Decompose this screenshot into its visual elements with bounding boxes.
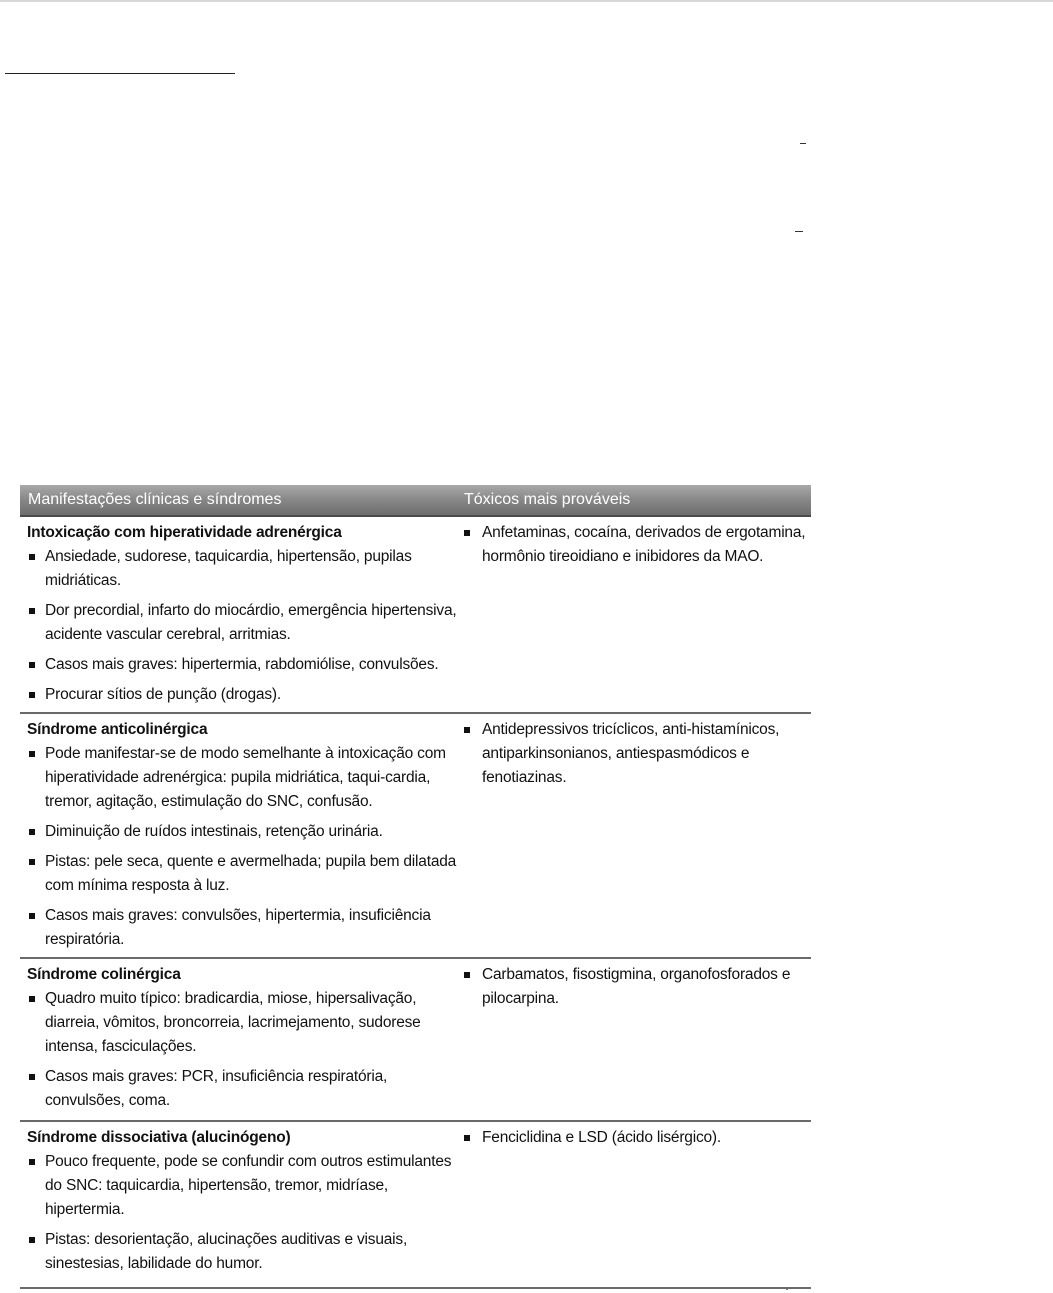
stray-mark (786, 1289, 788, 1290)
list-item: Pistas: desorientação, alucinações auditivas e visuais, sinestesias, labilidade do humor. (27, 1228, 464, 1276)
manifestations-cell (20, 714, 464, 957)
toxicology-table (20, 485, 811, 1289)
syndrome-title: Síndrome anticolinérgica (27, 721, 208, 738)
syndrome-title: Intoxicação com hiperatividade adrenérgica (27, 524, 342, 541)
stray-mark (800, 143, 806, 144)
list-item: Casos mais graves: PCR, insuficiência respiratória, convulsões, coma. (27, 1065, 464, 1113)
list-item: Casos mais graves: convulsões, hipertermia, insuficiência respiratória. (27, 904, 464, 952)
manifestations-cell (20, 959, 464, 1120)
list-item: Quadro muito típico: bradicardia, miose, hipersalivação, diarreia, vômitos, broncorreia, lacrimejamento, sudorese intensa, fasciculações. (27, 987, 464, 1059)
toxics-cell (464, 1122, 811, 1287)
list-item: Pouco frequente, pode se confundir com outros estimulantes do SNC: taquicardia, hipertensão, tremor, midríase, hipertermia. (27, 1150, 464, 1222)
syndrome-title: Síndrome dissociativa (alucinógeno) (27, 1129, 291, 1146)
table-row (20, 1122, 811, 1289)
list-item: Ansiedade, sudorese, taquicardia, hipertensão, pupilas midriáticas. (27, 545, 464, 593)
toxics-cell (464, 714, 811, 957)
list-item: Casos mais graves: hipertermia, rabdomiólise, convulsões. (27, 653, 464, 677)
header-toxics: Tóxicos mais prováveis (464, 491, 631, 508)
list-item: Pistas: pele seca, quente e avermelhada; pupila bem dilatada com mínima resposta à luz. (27, 850, 464, 898)
list-item: Dor precordial, infarto do miocárdio, emergência hipertensiva, acidente vascular cerebral, arritmias. (27, 599, 464, 647)
heading-underline (5, 73, 235, 74)
list-item: Procurar sítios de punção (drogas). (27, 683, 464, 707)
header-manifestations: Manifestações clínicas e síndromes (28, 491, 282, 508)
stray-mark (795, 231, 803, 232)
list-item: Fenciclidina e LSD (ácido lisérgico). (464, 1126, 811, 1150)
list-item: Anfetaminas, cocaína, derivados de ergotamina, hormônio tireoidiano e inibidores da MAO. (464, 521, 811, 569)
syndrome-title: Síndrome colinérgica (27, 966, 181, 983)
top-border (0, 0, 1053, 2)
list-item: Pode manifestar-se de modo semelhante à intoxicação com hiperatividade adrenérgica: pupila midriática, taqui-cardia, tremor, agitação, estimulação do SNC, confusão. (27, 742, 464, 814)
toxics-cell (464, 959, 811, 1120)
toxics-cell (464, 517, 811, 712)
table-row (20, 517, 811, 714)
table-header (20, 485, 811, 517)
list-item: Antidepressivos tricíclicos, anti-histamínicos, antiparkinsonianos, antiespasmódicos e fenotiazinas. (464, 718, 811, 790)
table-row (20, 959, 811, 1122)
table-row (20, 714, 811, 959)
list-item: Carbamatos, fisostigmina, organofosforados e pilocarpina. (464, 963, 811, 1011)
manifestations-cell (20, 517, 464, 712)
manifestations-cell (20, 1122, 464, 1287)
list-item: Diminuição de ruídos intestinais, retenção urinária. (27, 820, 464, 844)
